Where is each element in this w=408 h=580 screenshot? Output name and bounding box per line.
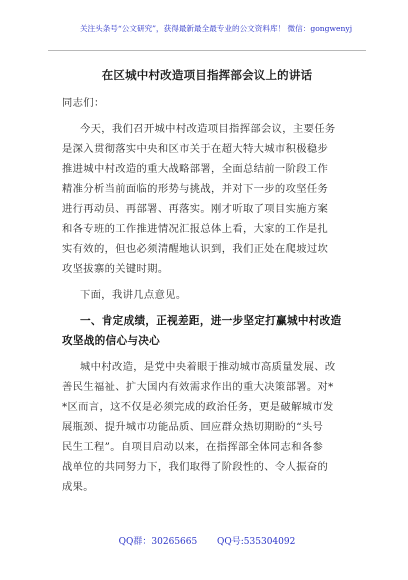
body-line: 展瓶颈、提升城市功能品质、回应群众热切期盼的“头号 bbox=[62, 421, 324, 433]
section-heading-continued: 攻坚战的信心与决心 bbox=[62, 335, 161, 347]
body-line: 成果。 bbox=[62, 481, 94, 493]
page-footer bbox=[48, 534, 366, 547]
footer-qq-group: QQ群：30265665 bbox=[118, 537, 198, 547]
body-line: *区而言，这不仅是必须完成的政治任务，更是破解城市发 bbox=[62, 401, 334, 413]
body-line: 推进城中村改造的重大战略部署，全面总结前一阶段工作 bbox=[62, 163, 329, 175]
body-line: 是深入贯彻落实中央和区市关于在超大特大城市积极稳步 bbox=[62, 143, 329, 155]
header-divider bbox=[48, 50, 366, 51]
body-line: 城中村改造，是党中央着眼于推动城市高质量发展、改 bbox=[80, 361, 336, 373]
body-line: 今天，我们召开城中村改造项目指挥部会议，主要任务 bbox=[80, 123, 336, 135]
body-line: 下面，我讲几点意见。 bbox=[80, 289, 187, 301]
body-line: 和各专班的工作推进情况汇报总体上看，大家的工作是扎 bbox=[62, 223, 329, 235]
footer-qq: QQ号:535304092 bbox=[217, 537, 296, 547]
body-line: 善民生福祉、扩大国内有效需求作出的重大决策部署。对* bbox=[62, 381, 334, 393]
header-banner: 关注头条号“公文研究”，获得最新最全最专业的公文资料库！ 微信：gongwenyj bbox=[79, 24, 353, 33]
body-line: 实有效的，但也必须清醒地认识到，我们正处在爬坡过坎 bbox=[62, 243, 329, 255]
salutation: 同志们： bbox=[62, 97, 105, 109]
body-line: 攻坚拔寨的关键时期。 bbox=[62, 263, 169, 275]
document-title: 在区城中村改造项目指挥部会议上的讲话 bbox=[101, 68, 313, 82]
section-heading: 一、肯定成绩，正视差距，进一步坚定打赢城中村改造 bbox=[80, 315, 342, 327]
body-line: 民生工程”。自项目启动以来，在指挥部全体同志和各参 bbox=[62, 441, 324, 453]
body-line: 精准分析当前面临的形势与挑战，并对下一步的攻坚任务 bbox=[62, 183, 329, 195]
body-line: 战单位的共同努力下，我们取得了阶段性的、令人振奋的 bbox=[62, 461, 329, 473]
body-line: 进行再动员、再部署、再落实。刚才听取了项目实施方案 bbox=[62, 203, 329, 215]
